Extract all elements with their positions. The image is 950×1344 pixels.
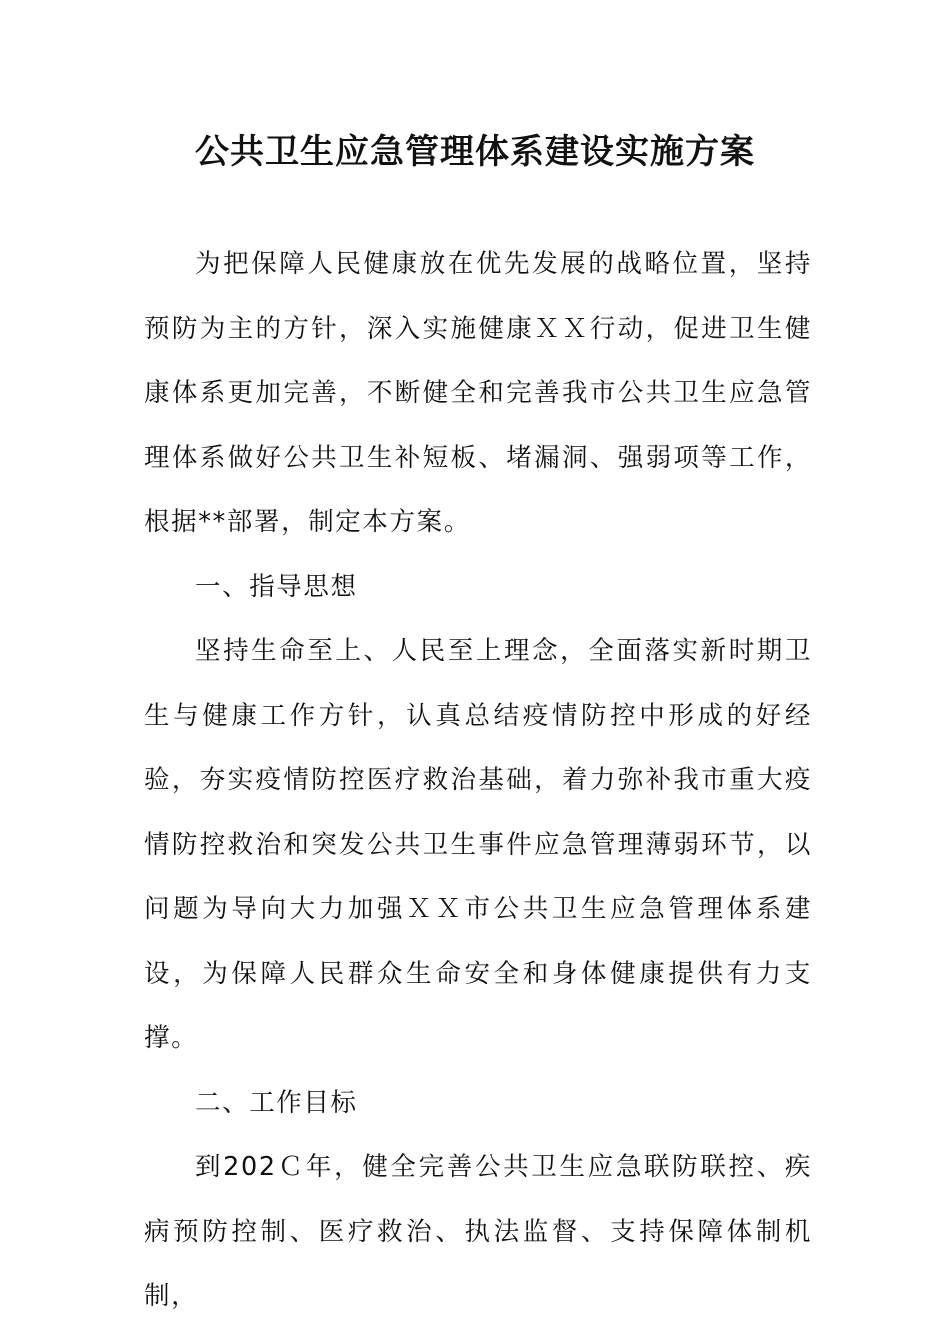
document-body [144, 232, 812, 1329]
document-title: 公共卫生应急管理体系建设实施方案 [195, 132, 755, 172]
intro-paragraph: 为把保障人民健康放在优先发展的战略位置，坚持预防为主的方针，深入实施健康ＸＸ行动，促进卫生健康体系更加完善，不断健全和完善我市公共卫生应急管理体系做好公共卫生补短板、堵漏洞、强弱项等工作，根据**部署，制定本方案。 [144, 249, 812, 537]
guiding-ideology-paragraph: 坚持生命至上、人民至上理念，全面落实新时期卫生与健康工作方针，认真总结疫情防控中形成的好经验，夯实疫情防控医疗救治基础，着力弥补我市重大疫情防控救治和突发公共卫生事件应急管理薄弱环节，以问题为导向大力加强ＸＸ市公共卫生应急管理体系建设，为保障人民群众生命安全和身体健康提供有力支撑。 [144, 636, 812, 1053]
work-goals-paragraph: 到202Ｃ年，健全完善公共卫生应急联防联控、疾病预防控制、医疗救治、执法监督、支持保障体制机制， [144, 1152, 812, 1311]
section-heading-guiding-ideology: 一、指导思想 [195, 571, 358, 602]
section-heading-work-goals: 二、工作目标 [195, 1087, 358, 1118]
